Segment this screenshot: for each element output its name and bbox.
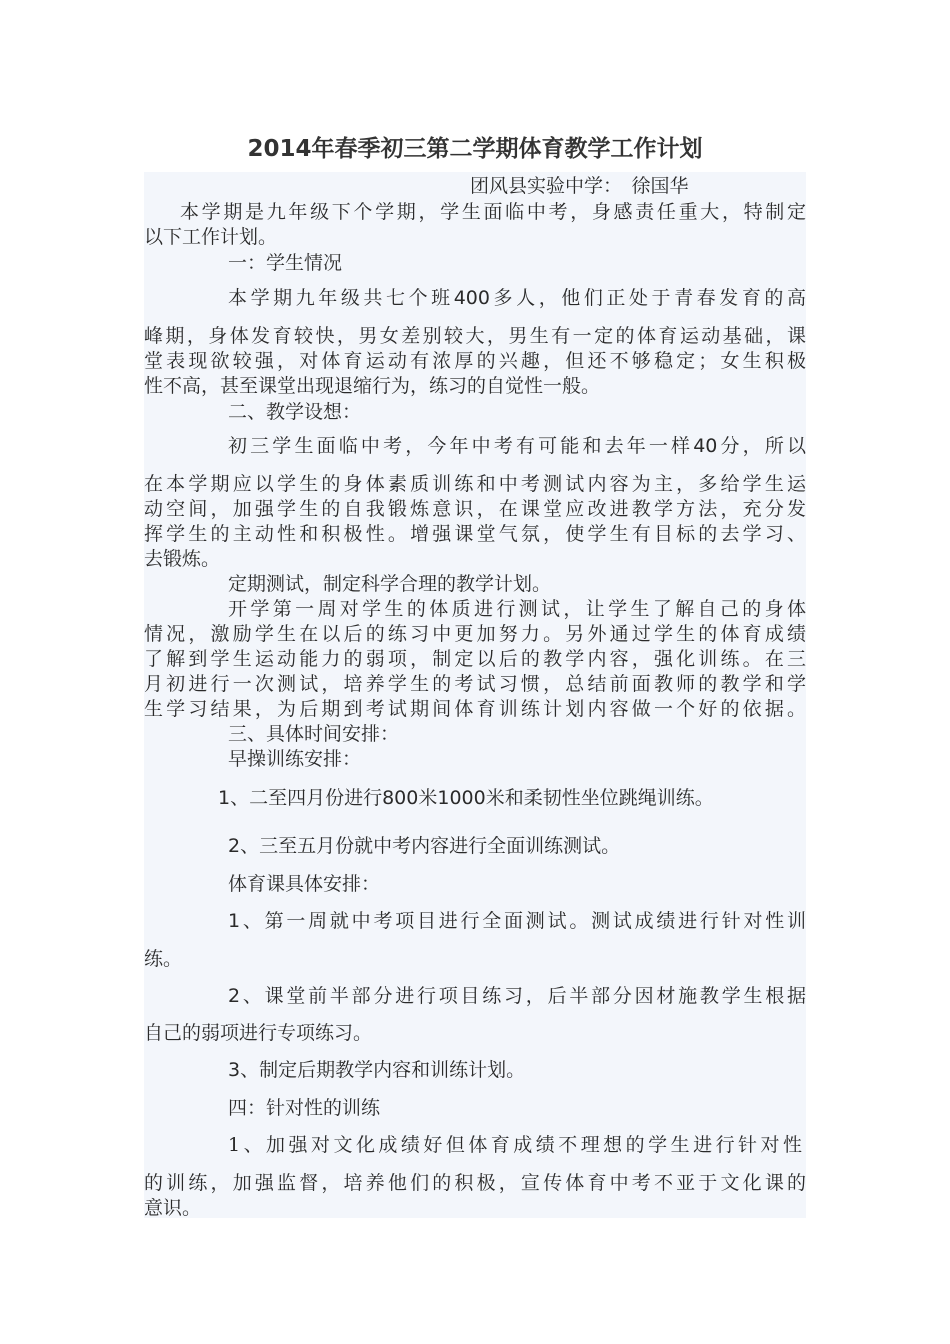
list-item: 2、课堂前半部分进行项目练习，后半部分因材施教学生根据 bbox=[228, 985, 806, 1007]
paragraph-line: 了解到学生运动能力的弱项，制定以后的教学内容，强化训练。在三 bbox=[144, 648, 806, 670]
section-heading: 四：针对性的训练 bbox=[228, 1097, 381, 1119]
paragraph-line: 去锻炼。 bbox=[144, 548, 221, 570]
paragraph-line: 月初进行一次测试，培养学生的考试习惯，总结前面教师的教学和学 bbox=[144, 673, 806, 695]
paragraph-line: 情况，激励学生在以后的练习中更加努力。另外通过学生的体育成绩 bbox=[144, 623, 806, 645]
paragraph-line: 定期测试，制定科学合理的教学计划。 bbox=[228, 573, 552, 595]
paragraph-line: 以下工作计划。 bbox=[144, 226, 278, 248]
paragraph-line: 性不高，甚至课堂出现退缩行为，练习的自觉性一般。 bbox=[144, 375, 601, 397]
list-item: 1、加强对文化成绩好但体育成绩不理想的学生进行针对性 bbox=[228, 1134, 802, 1156]
page-title: 2014年春季初三第二学期体育教学工作计划 bbox=[247, 136, 703, 162]
list-item: 自己的弱项进行专项练习。 bbox=[144, 1022, 373, 1044]
paragraph-line: 生学习结果，为后期到考试期间体育训练计划内容做一个好的依据。 bbox=[144, 698, 806, 720]
list-item: 1、二至四月份进行800米1000米和柔韧性坐位跳绳训练。 bbox=[218, 787, 714, 809]
paragraph-line: 意识。 bbox=[144, 1197, 202, 1219]
paragraph-line: 峰期，身体发育较快，男女差别较大，男生有一定的体育运动基础，课 bbox=[144, 325, 806, 347]
list-item: 2、三至五月份就中考内容进行全面训练测试。 bbox=[228, 835, 621, 857]
paragraph-line: 早操训练安排： bbox=[228, 748, 362, 770]
paragraph-line: 堂表现欲较强，对体育运动有浓厚的兴趣，但还不够稳定；女生积极 bbox=[144, 350, 806, 372]
paragraph-line: 挥学生的主动性和积极性。增强课堂气氛，使学生有目标的去学习、 bbox=[144, 523, 806, 545]
section-heading: 二、教学设想： bbox=[228, 401, 362, 423]
list-item: 3、制定后期教学内容和训练计划。 bbox=[228, 1059, 526, 1081]
paragraph-line: 体育课具体安排： bbox=[228, 873, 381, 895]
paragraph-line: 本学期是九年级下个学期，学生面临中考，身感责任重大，特制定 bbox=[180, 201, 806, 223]
paragraph-line: 动空间，加强学生的自我锻炼意识，在课堂应改进教学方法，充分发 bbox=[144, 498, 806, 520]
section-heading: 一：学生情况 bbox=[228, 252, 343, 274]
list-item: 1、第一周就中考项目进行全面测试。测试成绩进行针对性训 bbox=[228, 910, 806, 932]
paragraph-line: 初三学生面临中考，今年中考有可能和去年一样40分，所以 bbox=[228, 435, 806, 457]
paragraph-line: 在本学期应以学生的身体素质训练和中考测试内容为主，多给学生运 bbox=[144, 473, 806, 495]
paragraph-line: 本学期九年级共七个班400多人，他们正处于青春发育的高 bbox=[228, 287, 806, 309]
paragraph-line: 的训练，加强监督，培养他们的积极，宣传体育中考不亚于文化课的 bbox=[144, 1172, 806, 1194]
paragraph-line: 开学第一周对学生的体质进行测试，让学生了解自己的身体 bbox=[228, 598, 806, 620]
section-heading: 三、具体时间安排： bbox=[228, 723, 400, 745]
list-item: 练。 bbox=[144, 948, 183, 970]
author-line: 团风县实验中学： 徐国华 bbox=[470, 175, 689, 197]
